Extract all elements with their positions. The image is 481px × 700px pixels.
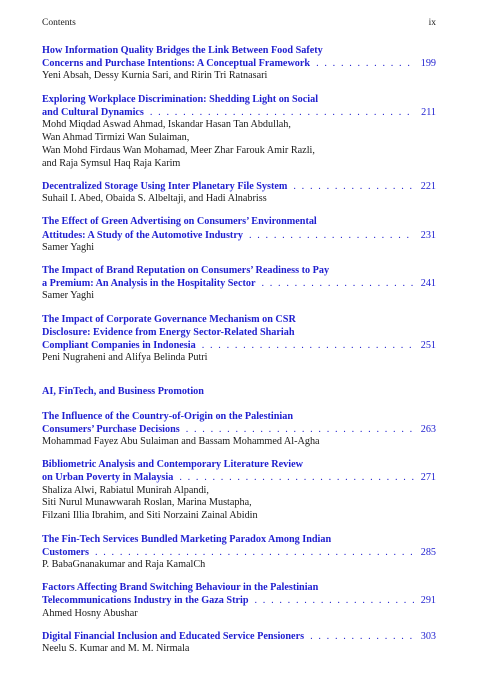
chapter-authors: Mohd Miqdad Aswad Ahmad, Iskandar Hasan Tan Abdullah, (42, 118, 291, 130)
table-of-contents (42, 44, 436, 665)
running-head: Contents (42, 18, 76, 28)
dot-leader (255, 277, 414, 290)
chapter-title-text[interactable]: Telecommunications Industry in the Gaza Strip (42, 595, 249, 607)
dot-leader (287, 180, 414, 193)
chapter-title-text[interactable]: Attitudes: A Study of the Automotive Industry (42, 229, 243, 241)
chapter-page-number[interactable]: 291 (420, 595, 436, 607)
chapter-title-line[interactable]: The Influence of the Country-of-Origin on the Palestinian (42, 410, 294, 422)
chapter-title-text[interactable]: Digital Financial Inclusion and Educated Service Pensioners (42, 630, 305, 642)
chapter-title-line[interactable] (42, 57, 436, 70)
chapter-authors: Filzani Illia Ibrahim, and Siti Norzaini Zainal Abidin (42, 510, 258, 522)
chapter-page-number[interactable]: 231 (420, 229, 436, 241)
dot-leader (243, 229, 414, 242)
toc-entry[interactable] (42, 410, 436, 449)
chapter-title-text[interactable]: Customers (42, 546, 89, 558)
chapter-authors: Mohammad Fayez Abu Sulaiman and Bassam Mohammed Al-Agha (42, 435, 320, 447)
chapter-page-number[interactable]: 199 (420, 58, 436, 70)
toc-entry[interactable] (42, 313, 436, 365)
dot-leader (144, 106, 414, 119)
chapter-title-line[interactable]: Exploring Workplace Discrimination: Shedding Light on Social (42, 93, 319, 105)
toc-entry[interactable] (42, 458, 436, 523)
chapter-title-line[interactable]: Bibliometric Analysis and Contemporary Literature Review (42, 459, 303, 471)
chapter-title-line[interactable] (42, 423, 436, 436)
chapter-title-line[interactable]: Factors Affecting Brand Switching Behaviour in the Palestinian (42, 582, 319, 594)
chapter-title-text[interactable]: on Urban Poverty in Malaysia (42, 472, 174, 484)
chapter-authors: Samer Yaghi (42, 241, 95, 253)
chapter-title-line[interactable]: The Fin-Tech Services Bundled Marketing Paradox Among Indian (42, 533, 332, 545)
chapter-authors: Ahmed Hosny Abushar (42, 607, 138, 619)
chapter-authors: Suhail I. Abed, Obaida S. Albeltaji, and Hadi Alnabriss (42, 193, 267, 204)
chapter-title-line[interactable] (42, 594, 436, 607)
section-heading: AI, FinTech, and Business Promotion (42, 385, 204, 397)
chapter-page-number[interactable]: 221 (420, 180, 436, 192)
chapter-authors: Samer Yaghi (42, 290, 95, 302)
chapter-page-number[interactable]: 285 (420, 546, 436, 558)
chapter-title-line[interactable] (42, 546, 436, 559)
chapter-authors: Wan Mohd Firdaus Wan Mohamad, Meer Zhar Farouk Amir Razli, (42, 144, 315, 156)
chapter-title-line[interactable] (42, 229, 436, 242)
chapter-authors: Peni Nugraheni and Alifya Belinda Putri (42, 351, 208, 363)
toc-entry[interactable] (42, 180, 436, 206)
chapter-title-line[interactable]: Disclosure: Evidence from Energy Sector-Related Shariah (42, 326, 295, 338)
dot-leader (180, 423, 414, 436)
chapter-page-number[interactable]: 251 (420, 339, 436, 351)
toc-entry[interactable] (42, 630, 436, 656)
chapter-title-line[interactable]: The Impact of Brand Reputation on Consumers’ Readiness to Pay (42, 265, 330, 276)
chapter-title-text[interactable]: Consumers’ Purchase Decisions (42, 423, 180, 435)
dot-leader (249, 594, 415, 607)
chapter-authors: Siti Nurul Munawwarah Roslan, Marina Mustapha, (42, 497, 252, 509)
toc-entry[interactable] (42, 581, 436, 620)
page-number: ix (428, 18, 436, 28)
chapter-title-line[interactable]: How Information Quality Bridges the Link Between Food Safety (42, 45, 323, 56)
chapter-authors: Yeni Absah, Dessy Kurnia Sari, and Ririn Tri Ratnasari (42, 70, 268, 82)
chapter-authors: Neelu S. Kumar and M. M. Nirmala (42, 643, 190, 655)
chapter-page-number[interactable]: 241 (420, 278, 436, 290)
chapter-page-number[interactable]: 303 (420, 630, 436, 642)
chapter-authors: Wan Ahmad Tirmizi Wan Sulaiman, (42, 131, 190, 143)
chapter-title-line[interactable]: The Impact of Corporate Governance Mechanism on CSR (42, 313, 296, 325)
dot-leader (173, 471, 414, 484)
chapter-title-text[interactable]: Decentralized Storage Using Inter Planetary File System (42, 180, 288, 192)
chapter-title-line[interactable] (42, 180, 436, 193)
toc-entry[interactable] (42, 93, 436, 171)
chapter-title-line[interactable] (42, 630, 436, 643)
toc-entry[interactable] (42, 44, 436, 83)
toc-entry[interactable] (42, 215, 436, 254)
chapter-page-number[interactable]: 271 (420, 472, 436, 484)
chapter-authors: Shaliza Alwi, Rabiatul Munirah Alpandi, (42, 484, 209, 496)
dot-leader (310, 57, 414, 70)
chapter-title-line[interactable] (42, 106, 436, 119)
toc-entry[interactable] (42, 264, 436, 303)
chapter-title-line[interactable] (42, 277, 436, 290)
chapter-title-text[interactable]: Concerns and Purchase Intentions: A Conceptual Framework (42, 58, 311, 70)
chapter-title-text[interactable]: and Cultural Dynamics (42, 106, 144, 118)
chapter-authors: P. BabaGnanakumar and Raja KamalCh (42, 558, 206, 570)
chapter-title-line[interactable] (42, 339, 436, 352)
chapter-title-line[interactable] (42, 471, 436, 484)
toc-entry[interactable] (42, 533, 436, 572)
dot-leader (196, 339, 414, 352)
chapter-title-line[interactable]: The Effect of Green Advertising on Consumers’ Environmental (42, 216, 317, 228)
chapter-title-text[interactable]: a Premium: An Analysis in the Hospitality Sector (42, 278, 256, 290)
page-header (42, 16, 436, 30)
chapter-title-text[interactable]: Compliant Companies in Indonesia (42, 339, 196, 351)
chapter-page-number[interactable]: 211 (421, 106, 436, 118)
chapter-page-number[interactable]: 263 (420, 423, 436, 435)
dot-leader (304, 630, 414, 643)
dot-leader (89, 546, 414, 559)
chapter-authors: and Raja Symsul Haq Raja Karim (42, 157, 181, 169)
